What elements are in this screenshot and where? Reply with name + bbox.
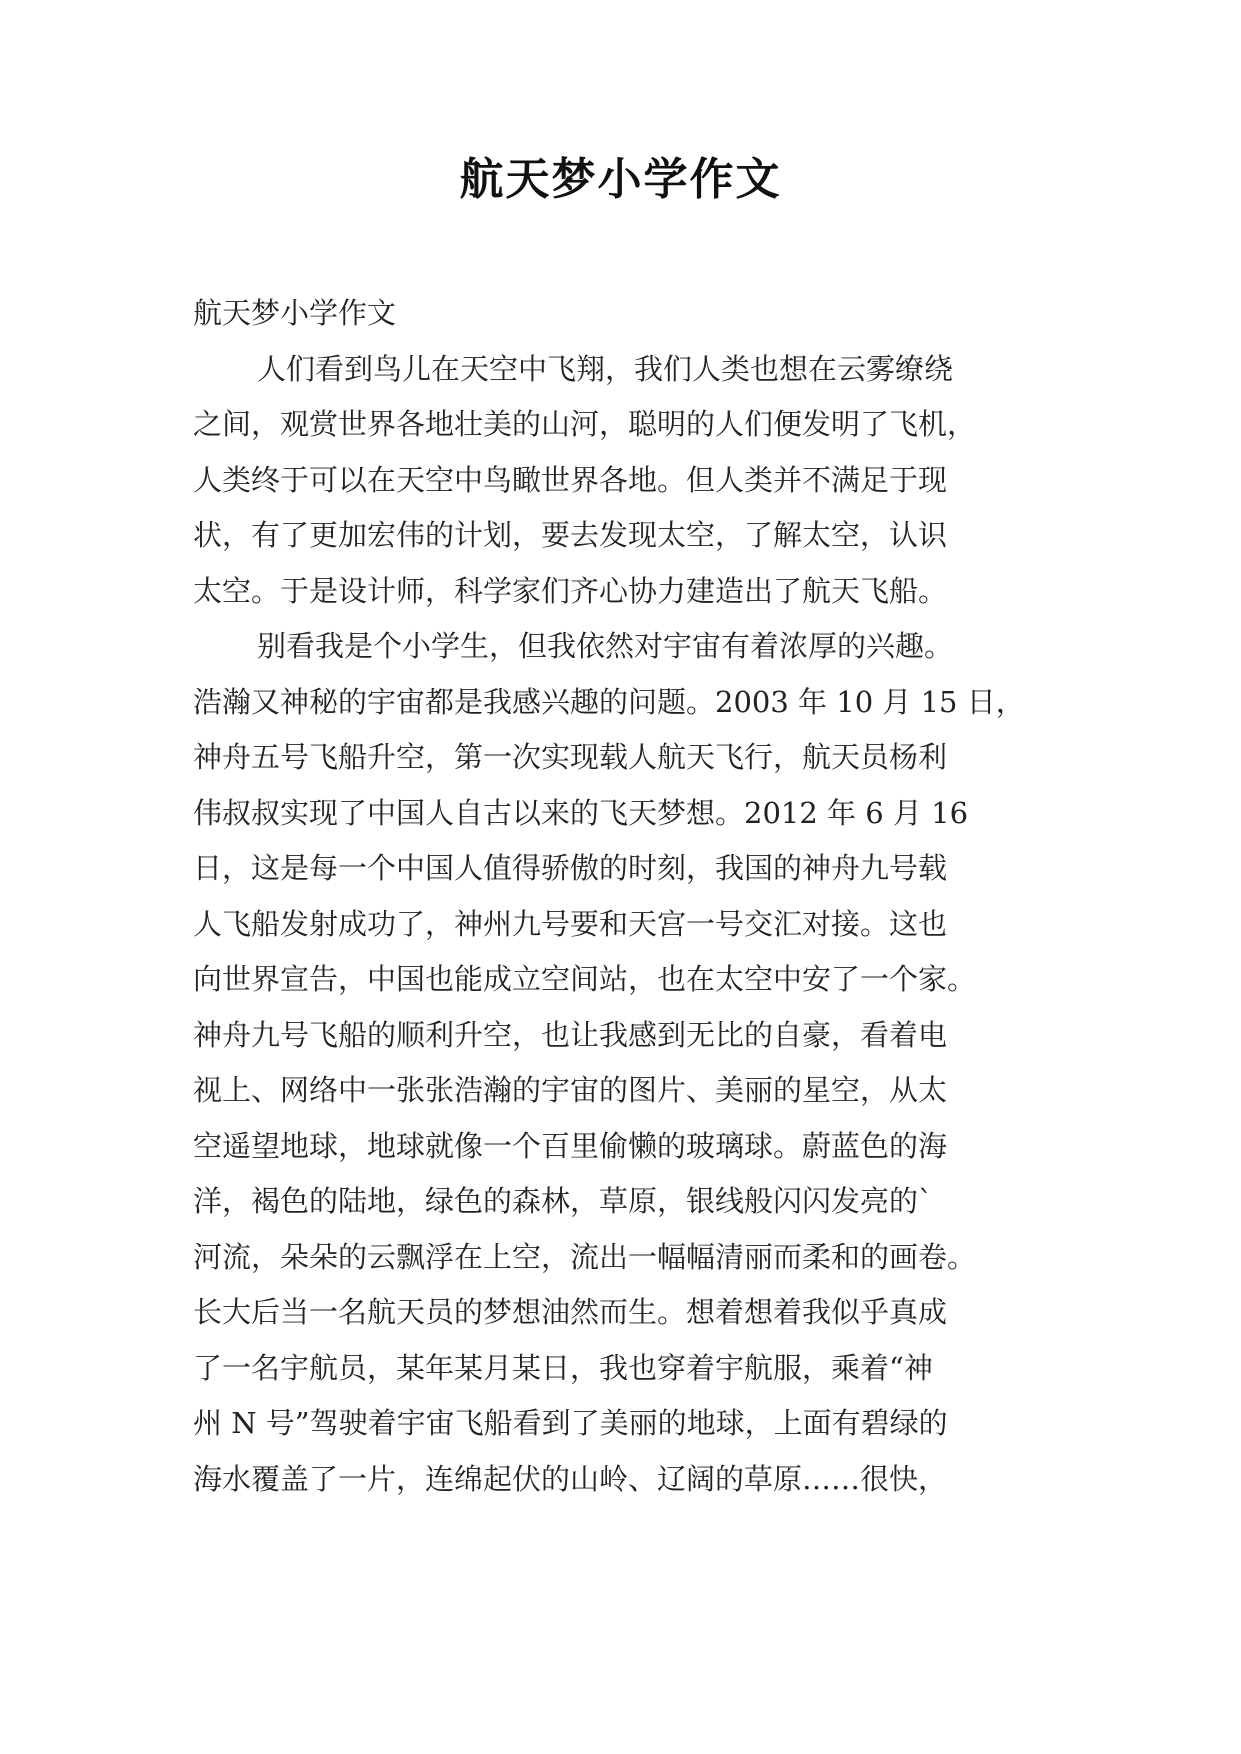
paragraph-2-line: 日，这是每一个中国人值得骄傲的时刻，我国的神舟九号载 — [193, 851, 948, 885]
paragraph-2-line: 海水覆盖了一片，连绵起伏的山岭、辽阔的草原……很快， — [193, 1461, 948, 1496]
paragraph-1-line: 太空。于是设计师，科学家们齐心协力建造出了航天飞船。 — [193, 573, 948, 608]
document-body — [193, 286, 1053, 1507]
paragraph-2-line: 了一名宇航员，某年某月某日，我也穿着宇航服，乘着“神 — [193, 1350, 933, 1385]
paragraph-1-line: 人们看到鸟儿在天空中飞翔，我们人类也想在云雾缭绕 — [257, 351, 954, 386]
paragraph-2-line: 伟叔叔实现了中国人自古以来的飞天梦想。2012 年 6 月 16 — [193, 795, 969, 830]
paragraph-2-line: 长大后当一名航天员的梦想油然而生。想着想着我似乎真成 — [193, 1295, 948, 1329]
document-title: 航天梦小学作文 — [459, 154, 782, 205]
paragraph-2-line: 空遥望地球，地球就像一个百里偷懒的玻璃球。蔚蓝色的海 — [193, 1128, 948, 1163]
paragraph-2-line: 神舟九号飞船的顺利升空，也让我感到无比的自豪，看着电 — [193, 1017, 948, 1052]
paragraph-2-line: 视上、网络中一张张浩瀚的宇宙的图片、美丽的星空，从太 — [193, 1073, 948, 1107]
paragraph-1-line: 状，有了更加宏伟的计划，要去发现太空，了解太空，认识 — [193, 518, 948, 552]
paragraph-2-line: 州 N 号”驾驶着宇宙飞船看到了美丽的地球，上面有碧绿的 — [193, 1406, 948, 1440]
paragraph-2-line: 向世界宣告，中国也能成立空间站，也在太空中安了一个家。 — [193, 962, 977, 996]
paragraph-2-line: 浩瀚又神秘的宇宙都是我感兴趣的问题。2003 年 10 月 15 日， — [193, 684, 1025, 719]
paragraph-2-line: 神舟五号飞船升空，第一次实现载人航天飞行，航天员杨利 — [193, 740, 948, 774]
paragraph-2-line: 洋，褐色的陆地，绿色的森林，草原，银线般闪闪发亮的` — [193, 1184, 933, 1218]
subtitle-line: 航天梦小学作文 — [193, 296, 397, 330]
paragraph-2-line: 别看我是个小学生，但我依然对宇宙有着浓厚的兴趣。 — [257, 629, 954, 663]
paragraph-1-line: 人类终于可以在天空中鸟瞰世界各地。但人类并不满足于现 — [193, 462, 948, 497]
paragraph-1-line: 之间，观赏世界各地壮美的山河，聪明的人们便发明了飞机， — [193, 407, 977, 441]
paragraph-2-line: 河流，朵朵的云飘浮在上空，流出一幅幅清丽而柔和的画卷。 — [193, 1239, 977, 1274]
paragraph-2-line: 人飞船发射成功了，神州九号要和天宫一号交汇对接。这也 — [193, 906, 948, 941]
